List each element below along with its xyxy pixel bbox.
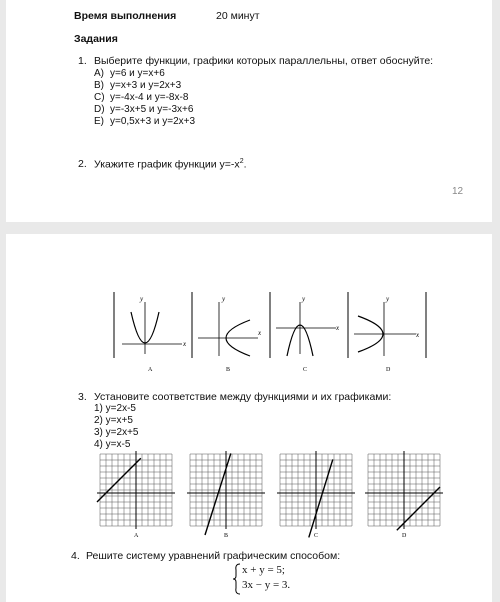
graph-d-y-label: y bbox=[386, 295, 390, 303]
graph-b-x-label: x bbox=[258, 329, 262, 337]
linear-graph-d bbox=[365, 451, 443, 539]
q3-item-1: 1) y=2x-5 bbox=[94, 403, 136, 414]
graph-a-letter: A bbox=[148, 367, 153, 373]
linear-graph-b bbox=[187, 451, 265, 539]
graph-d-x-label: x bbox=[416, 331, 420, 339]
system-equation-1: x + y = 5; bbox=[242, 564, 285, 576]
q3-item-2: 2) y=x+5 bbox=[94, 415, 133, 426]
function-line bbox=[205, 453, 231, 535]
q3-text: Установите соответствие между функциями и их графиками: bbox=[94, 391, 392, 403]
page-number: 12 bbox=[452, 186, 464, 197]
q1-number: 1. bbox=[78, 55, 87, 67]
system-equation-2: 3x − y = 3. bbox=[242, 579, 291, 591]
linear-graph-a bbox=[97, 451, 175, 539]
q2-text: Укажите график функции $y=-x^2$. bbox=[94, 158, 247, 171]
q1-option-d: D) y=-3x+5 и y=-3x+6 bbox=[94, 104, 194, 115]
linear-graph-letter: B bbox=[224, 533, 229, 539]
q3-number: 3. bbox=[78, 391, 87, 403]
q1-option-a: A) y=6 и y=x+6 bbox=[94, 68, 165, 79]
linear-graph-letter: A bbox=[134, 533, 139, 539]
graph-a-x-label: x bbox=[183, 340, 187, 348]
graph-d-letter: D bbox=[386, 367, 391, 373]
q1-option-e: E) y=0,5x+3 и y=2x+3 bbox=[94, 116, 196, 127]
graph-c-x-label: x bbox=[336, 324, 340, 332]
q1-option-b: B) y=x+3 и y=2x+3 bbox=[94, 80, 182, 91]
q1-option-c: C) y=-4x-4 и y=-8x-8 bbox=[94, 92, 189, 103]
graph-c-y-label: y bbox=[302, 295, 306, 303]
system-brace bbox=[232, 562, 242, 596]
q1-text: Выберите функции, графики которых параллельны, ответ обоснуйте: bbox=[94, 55, 434, 67]
worksheet-page-1 bbox=[6, 0, 492, 222]
graph-b-y-label: y bbox=[222, 295, 226, 303]
graph-a-y-label: y bbox=[140, 295, 144, 303]
graph-b-letter: B bbox=[226, 367, 231, 373]
q3-item-3: 3) y=2x+5 bbox=[94, 427, 139, 438]
linear-graph-letter: C bbox=[314, 533, 319, 539]
function-line bbox=[309, 459, 333, 537]
q2-number: 2. bbox=[78, 158, 87, 170]
q4-number: 4. bbox=[71, 550, 80, 562]
tasks-heading: Задания bbox=[74, 33, 118, 45]
q3-item-4: 4) y=x-5 bbox=[94, 439, 131, 450]
function-line bbox=[97, 458, 141, 502]
graph-c-letter: C bbox=[303, 367, 308, 373]
time-value: 20 минут bbox=[216, 10, 260, 22]
time-label: Время выполнения bbox=[74, 10, 177, 22]
linear-graph-letter: D bbox=[402, 533, 407, 539]
linear-graphs-panel bbox=[6, 234, 492, 554]
q4-text: Решите систему уравнений графическим способом: bbox=[86, 550, 341, 562]
linear-graph-c bbox=[277, 451, 355, 539]
worksheet-page-2 bbox=[6, 234, 492, 602]
